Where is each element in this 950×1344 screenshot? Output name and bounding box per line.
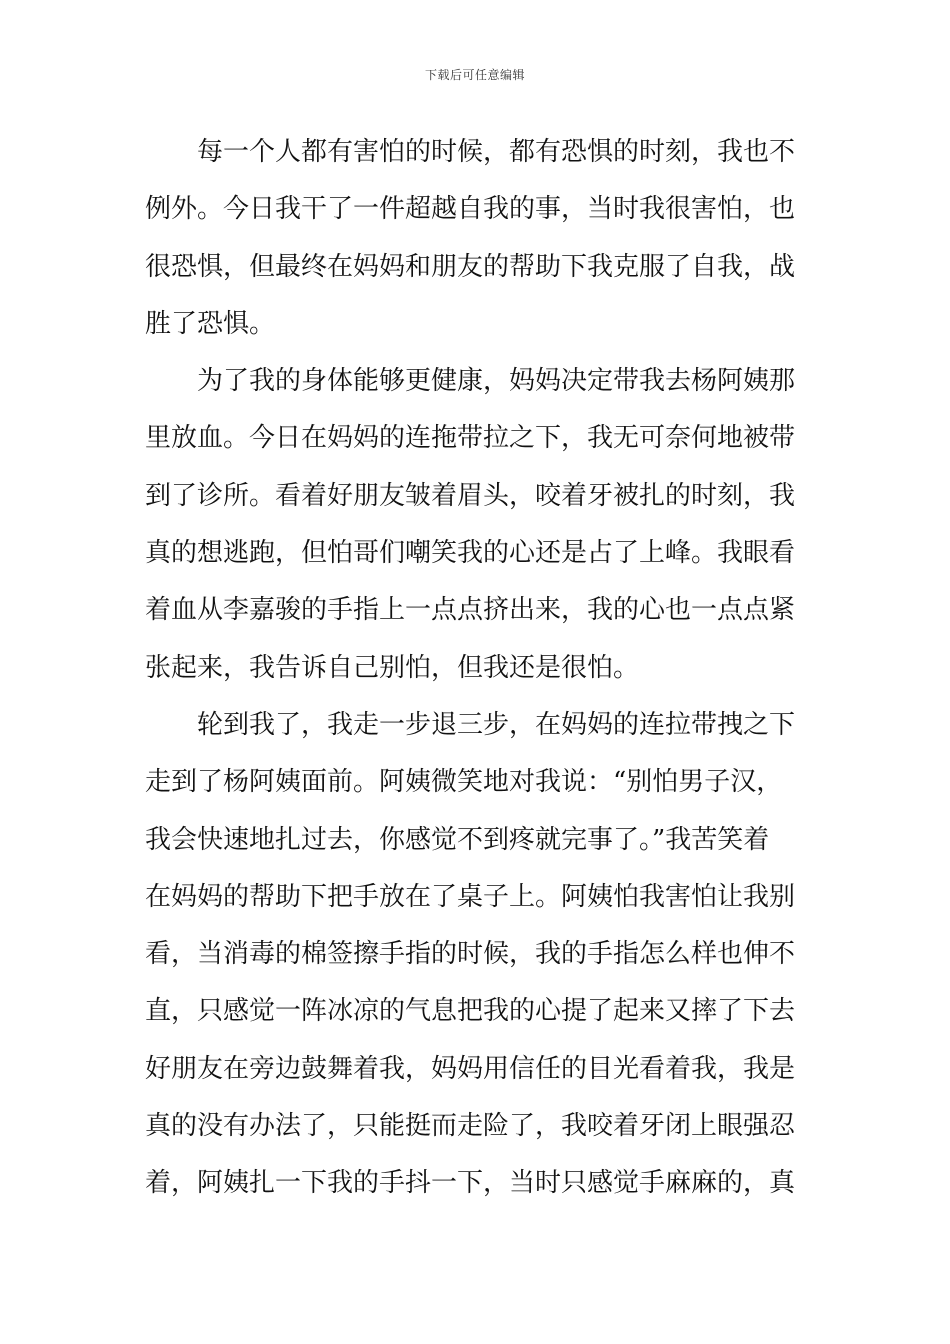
paragraph-line: 每一个人都有害怕的时候，都有恐惧的时刻，我也不: [197, 137, 796, 167]
paragraph-line: 直，只感觉一阵冰凉的气息把我的心提了起来又摔了下去: [145, 996, 796, 1027]
paragraph-line: 例外。今日我干了一件超越自我的事，当时我很害怕，也: [145, 194, 796, 225]
paragraph-line: 着血从李嘉骏的手指上一点点挤出来，我的心也一点点紧: [145, 595, 796, 626]
page-header: 下载后可任意编辑: [424, 68, 525, 82]
paragraph-line: 轮到我了，我走一步退三步，在妈妈的连拉带拽之下: [197, 709, 796, 740]
paragraph-line: 着，阿姨扎一下我的手抖一下，当时只感觉手麻麻的，真: [145, 1168, 796, 1199]
paragraph-line: 我会快速地扎过去，你感觉不到疼就完事了。”我苦笑着: [145, 824, 770, 855]
paragraph-line: 到了诊所。看着好朋友皱着眉头，咬着牙被扎的时刻，我: [145, 480, 796, 511]
paragraph-line: 为了我的身体能够更健康，妈妈决定带我去杨阿姨那: [197, 366, 796, 397]
paragraph-line: 真的想逃跑，但怕哥们嘲笑我的心还是占了上峰。我眼看: [145, 538, 796, 569]
document-body: [145, 124, 807, 1213]
paragraph-line: 看，当消毒的棉签擦手指的时候，我的手指怎么样也伸不: [145, 939, 796, 970]
paragraph-line: 张起来，我告诉自己别怕，但我还是很怕。: [145, 652, 640, 683]
paragraph-line: 在妈妈的帮助下把手放在了桌子上。阿姨怕我害怕让我别: [145, 881, 796, 912]
paragraph-line: 很恐惧，但最终在妈妈和朋友的帮助下我克服了自我，战: [145, 251, 796, 282]
paragraph-line: 走到了杨阿姨面前。阿姨微笑地对我说：“别怕男子汉，: [145, 767, 783, 798]
paragraph-line: 胜了恐惧。: [145, 308, 276, 339]
paragraph-line: 里放血。今日在妈妈的连拖带拉之下，我无可奈何地被带: [145, 423, 796, 454]
paragraph-line: 好朋友在旁边鼓舞着我，妈妈用信任的目光看着我，我是: [145, 1053, 796, 1084]
paragraph-line: 真的没有办法了，只能挺而走险了，我咬着牙闭上眼强忍: [145, 1111, 796, 1142]
